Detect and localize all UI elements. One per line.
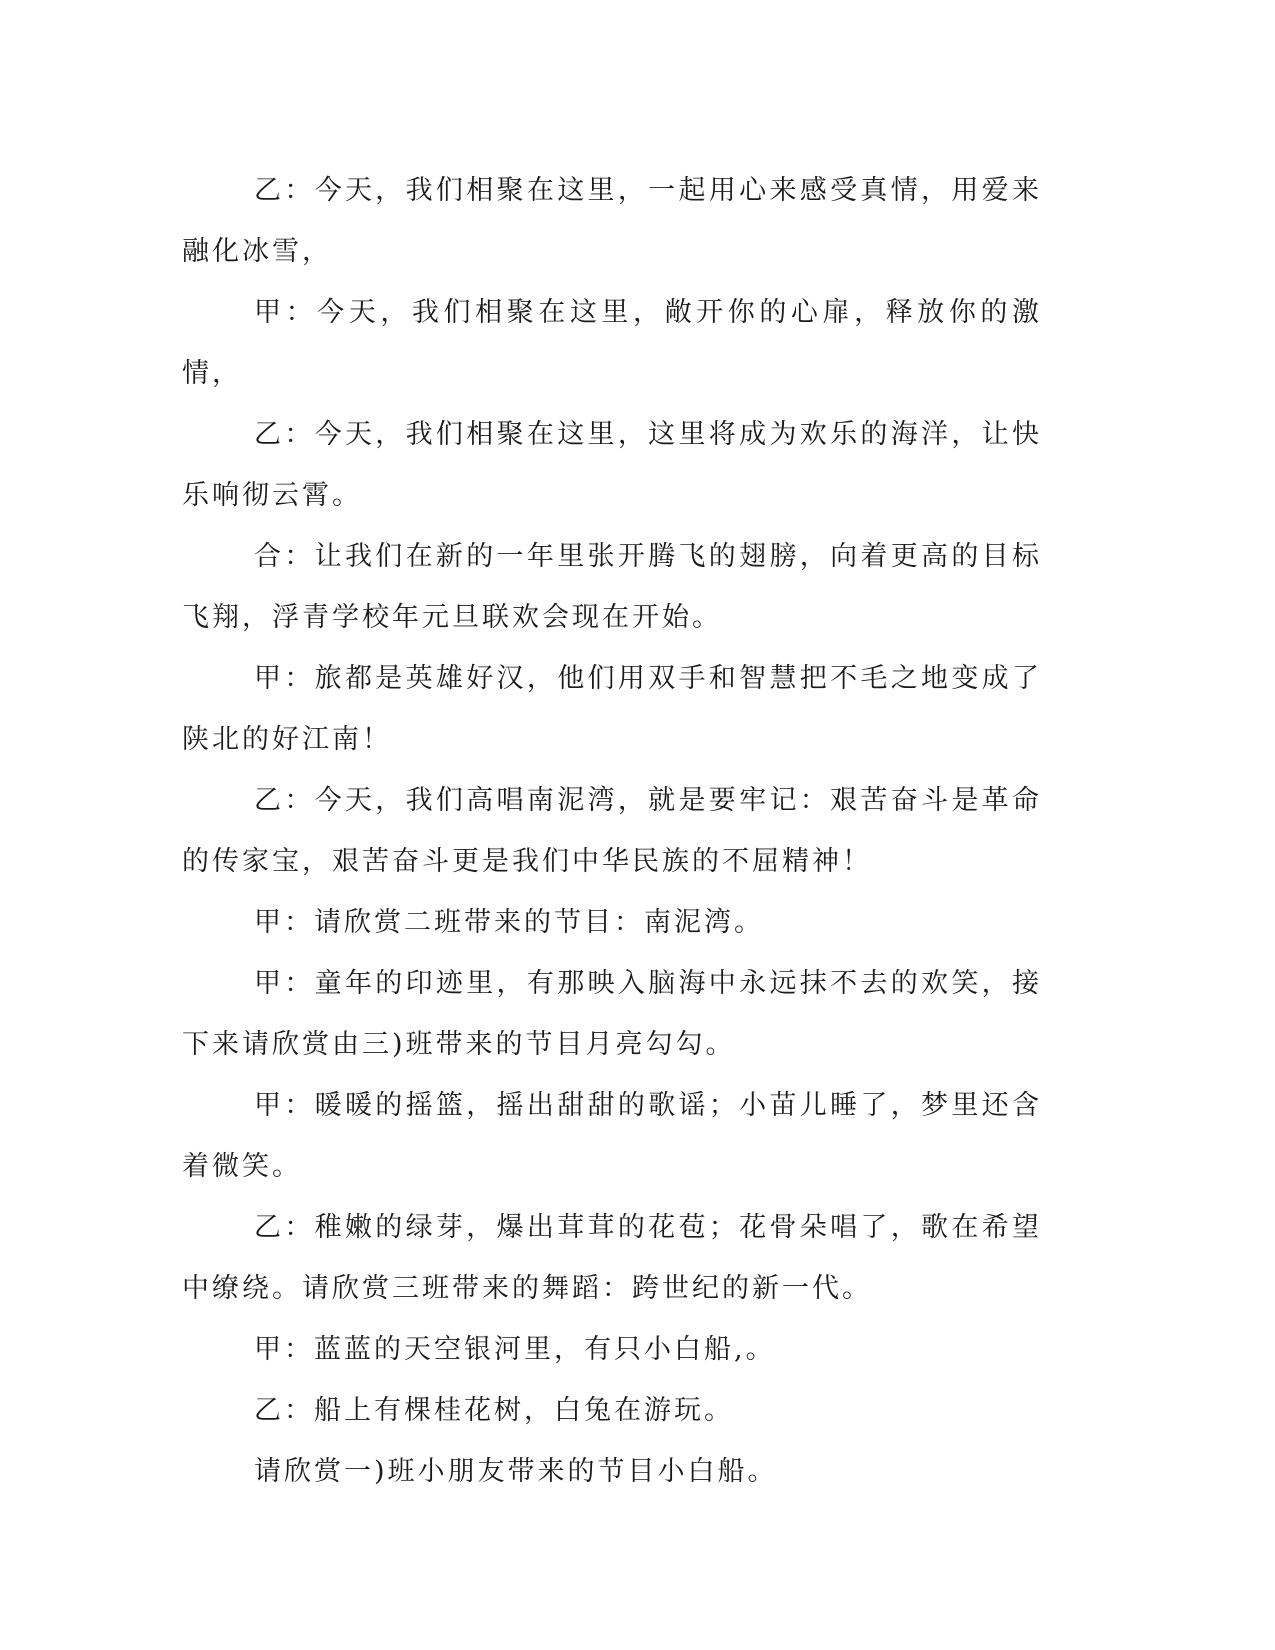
paragraph: 甲：暖暖的摇篮，摇出甜甜的歌谣；小苗儿睡了，梦里还含着微笑。 xyxy=(182,1090,1042,1182)
paragraph: 甲：今天，我们相聚在这里，敞开你的心扉，释放你的激情， xyxy=(182,297,1042,389)
paragraph: 乙：船上有棵桂花树，白兔在游玩。 xyxy=(254,1395,734,1426)
document-body xyxy=(182,160,1042,1502)
paragraph: 甲：旅都是英雄好汉，他们用双手和智慧把不毛之地变成了陕北的好江南！ xyxy=(182,663,1042,755)
paragraph: 请欣赏一)班小朋友带来的节目小白船。 xyxy=(254,1456,778,1487)
paragraph: 甲：蓝蓝的天空银河里，有只小白船,。 xyxy=(254,1334,776,1365)
paragraph: 甲：请欣赏二班带来的节目：南泥湾。 xyxy=(254,907,764,938)
paragraph: 乙：今天，我们高唱南泥湾，就是要牢记：艰苦奋斗是革命的传家宝，艰苦奋斗更是我们中华民族的不屈精神！ xyxy=(182,785,1042,877)
paragraph: 乙：稚嫩的绿芽，爆出茸茸的花苞；花骨朵唱了，歌在希望中缭绕。请欣赏三班带来的舞蹈：跨世纪的新一代。 xyxy=(182,1212,1042,1304)
paragraph: 甲：童年的印迹里，有那映入脑海中永远抹不去的欢笑，接下来请欣赏由三)班带来的节目月亮勾勾。 xyxy=(182,968,1042,1060)
paragraph: 乙：今天，我们相聚在这里，一起用心来感受真情，用爱来融化冰雪， xyxy=(182,175,1042,267)
paragraph: 合：让我们在新的一年里张开腾飞的翅膀，向着更高的目标飞翔，浮青学校年元旦联欢会现在开始。 xyxy=(182,541,1042,633)
paragraph: 乙：今天，我们相聚在这里，这里将成为欢乐的海洋，让快乐响彻云霄。 xyxy=(182,419,1042,511)
